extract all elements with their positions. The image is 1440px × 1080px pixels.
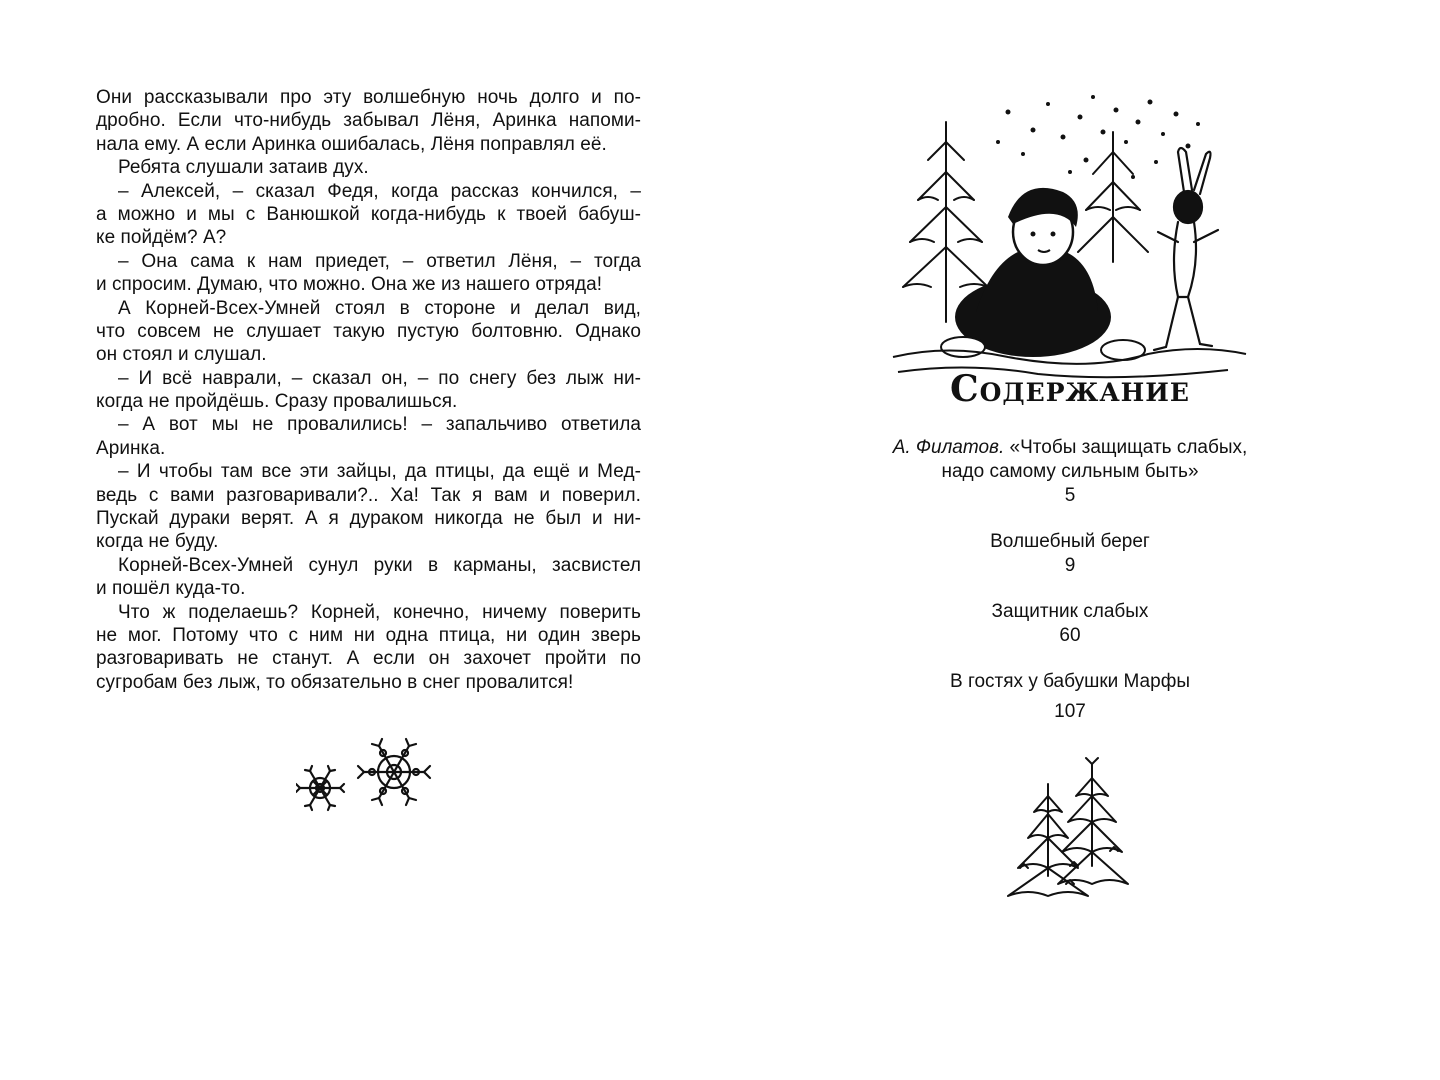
text-line: Они рассказывали про эту волшебную ночь долго и по-	[96, 87, 641, 108]
text-line: когда не пройдёшь. Сразу провалишься.	[96, 391, 458, 413]
text-line: а можно и мы с Ванюшкой когда-нибудь к твоей бабуш-	[96, 203, 641, 225]
text-line: ке пойдём? А?	[96, 227, 227, 249]
toc-entry	[870, 600, 1270, 648]
toc-entry-title-line: В гостях у бабушки Марфы	[950, 671, 1190, 692]
toc-entry-title-line: Защитник слабых	[991, 601, 1149, 622]
text-line: когда не буду.	[96, 531, 219, 553]
text-line: Что ж поделаешь? Корней, конечно, ничему поверить	[118, 601, 641, 623]
text-line: – И всё наврали, – сказал он, – по снегу без лыж ни-	[118, 367, 641, 389]
toc-entry-title	[870, 436, 1270, 460]
fir-tree-illustration	[1000, 756, 1150, 901]
text-line: А Корней-Всех-Умней стоял в стороне и делал вид,	[118, 297, 641, 319]
text-line: ведь с вами разговаривали?.. Ха! Так я вам и поверил.	[96, 484, 641, 506]
text-line: разговаривать не станут. А если он захочет пройти по	[96, 648, 641, 670]
text-line: Корней-Всех-Умней сунул руки в карманы, засвистел	[118, 554, 641, 576]
toc-entry-title-line: «Чтобы защищать слабых,	[1009, 437, 1248, 458]
snowflake-icon	[296, 736, 436, 812]
table-of-contents	[870, 436, 1270, 746]
text-line: и спросим. Думаю, что можно. Она же из нашего отряда!	[96, 274, 603, 296]
toc-entry-title-line: надо самому сильным быть»	[941, 461, 1199, 482]
toc-entry	[870, 436, 1270, 508]
left-page	[96, 86, 641, 694]
text-line: – И чтобы там все эти зайцы, да птицы, да ещё и Мед-	[118, 461, 641, 483]
text-line: и пошёл куда-то.	[96, 578, 246, 600]
text-line: – Она сама к нам приедет, – ответил Лёня, – тогда	[118, 250, 641, 272]
text-line: нала ему. А если Аринка ошибалась, Лёня поправлял её.	[96, 133, 607, 155]
text-line: – А вот мы не провалились! – запальчиво ответила	[118, 414, 641, 436]
toc-entry	[870, 530, 1270, 578]
text-line: Аринка.	[96, 437, 166, 459]
toc-entry-page: 9	[1064, 555, 1076, 576]
text-line: Ребята слушали затаив дух.	[118, 157, 369, 179]
toc-entry	[870, 670, 1270, 724]
toc-entry-title-line: Волшебный берег	[990, 531, 1150, 552]
toc-entry-page: 5	[1064, 485, 1076, 506]
text-line: не мог. Потому что с ним ни одна птица, ни один зверь	[96, 624, 641, 646]
text-line: дробно. Если что-нибудь забывал Лёня, Аринка напоми-	[96, 110, 641, 132]
text-line: Пускай дураки верят. А я дураком никогда не был и ни-	[96, 508, 641, 530]
toc-entry-author: А. Филатов.	[892, 437, 1005, 458]
text-line: что совсем не слушает такую пустую болтовню. Однако	[96, 320, 641, 342]
text-line: – Алексей, – сказал Федя, когда рассказ кончился, –	[118, 180, 641, 202]
toc-entry-page: 60	[1059, 625, 1081, 646]
text-line: сугробам без лыж, то обязательно в снег провалится!	[96, 671, 574, 693]
toc-title: Содержание	[950, 368, 1190, 410]
winter-illustration	[888, 82, 1250, 382]
toc-entry-page: 107	[1054, 701, 1086, 722]
text-line: он стоял и слушал.	[96, 344, 267, 366]
